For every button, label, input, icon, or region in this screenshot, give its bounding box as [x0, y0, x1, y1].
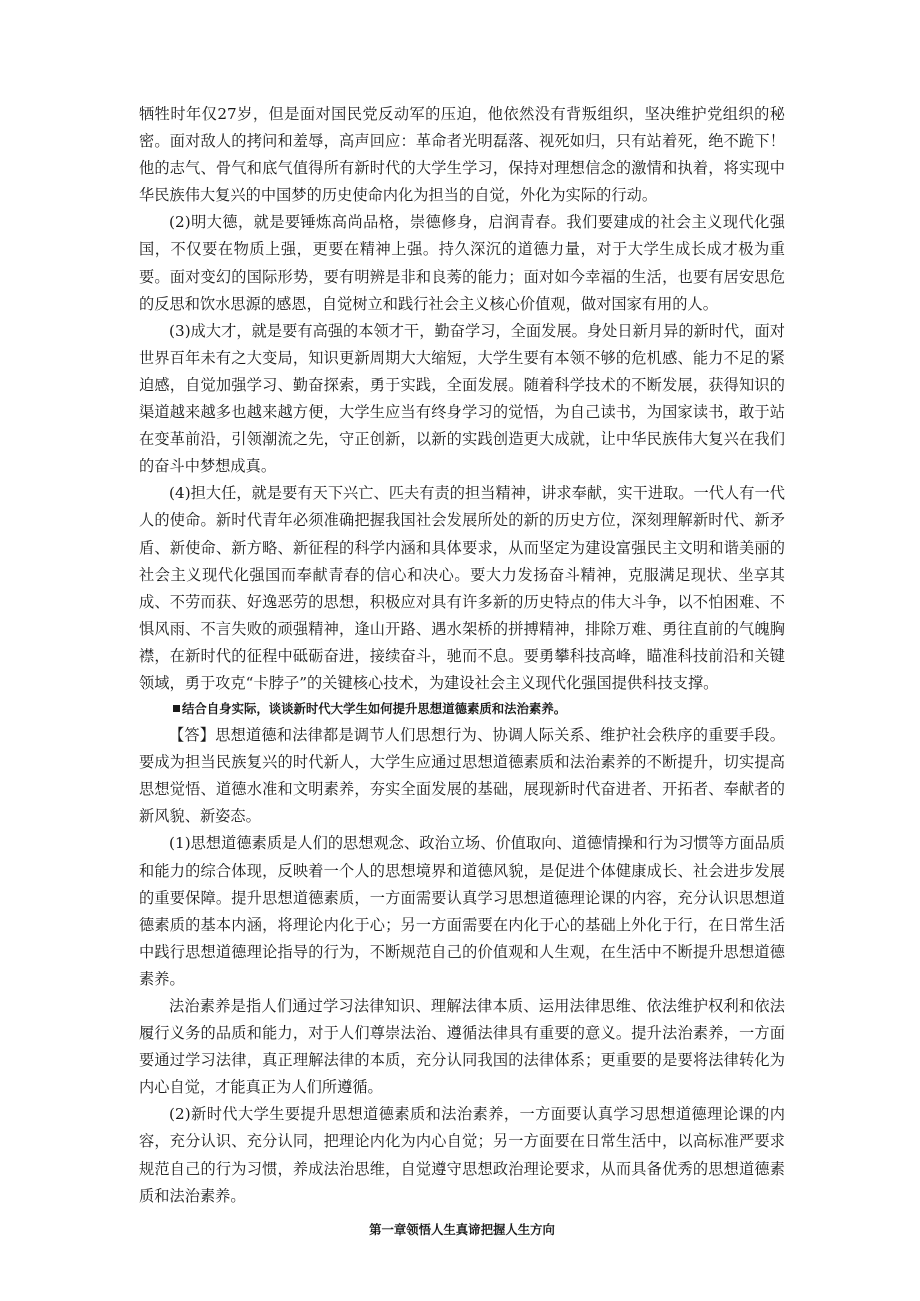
paragraph-ming-da-de: (2)明大德，就是要锤炼高尚品格，崇德修身，启润青春。我们要建成的社会主义现代化强国，不仅要在物质上强，更要在精神上强。持久深沉的道德力量，对于大学生成长成才极为重要。面对变幻的国际形势，要有明辨是非和良莠的能力；面对如今幸福的生活，也要有居安思危的反思和饮水思源的感恩，自觉树立和践行社会主义核心价值观，做对国家有用的人。: [139, 213, 785, 313]
paragraph-cheng-da-cai: (3)成大才，就是要有高强的本领才干，勤奋学习，全面发展。身处日新月异的新时代，面对世界百年未有之大变局，知识更新周期大大缩短，大学生要有本领不够的危机感、能力不足的紧迫感，自觉加强学习、勤奋探索，勇于实践，全面发展。随着科学技术的不断发展，获得知识的渠道越来越多也越来越方便，大学生应当有终身学习的觉悟，为自己读书，为国家读书，敢于站在变革前沿，引领潮流之先，守正创新，以新的实践创造更大成就，让中华民族伟大复兴在我们的奋斗中梦想成真。: [139, 321, 785, 476]
paragraph-dan-da-ren: (4)担大任，就是要有天下兴亡、匹夫有责的担当精神，讲求奉献，实干进取。一代人有一代人的使命。新时代青年必须准确把握我国社会发展所处的新的历史方位，深刻理解新时代、新矛盾、新使命、新方略、新征程的科学内涵和具体要求，从而坚定为建设富强民主文明和谐美丽的社会主义现代化强国而奉献青春的信心和决心。要大力发扬奋斗精神，克服满足现状、坐享其成、不劳而获、好逸恶劳的思想，积极应对具有许多新的历史特点的伟大斗争，以不怕困难、不惧风雨、不言失败的顽强精神，逢山开路、遇水架桥的拼搏精神，排除万难、勇往直前的气魄胸襟，在新时代的征程中砥砺奋进，接续奋斗，驰而不息。要勇攀科技高峰，瞄准科技前沿和关键领域，勇于攻克“卡脖子”的关键核心技术，为建设社会主义现代化强国提供科技支撑。: [139, 484, 785, 692]
answer-intro: [139, 722, 785, 830]
question-text: 结合自身实际，谈谈新时代大学生如何提升思想道德素质和法治素养。: [182, 701, 567, 717]
answer-paragraph-how-to-improve: (2)新时代大学生要提升思想道德素质和法治素养，一方面要认真学习思想道德理论课的内容，充分认识、充分认同，把理论内化为内心自觉；另一方面要在日常生活中，以高标准严要求规范自己的行为习惯，养成法治思维，自觉遵守思想政治理论要求，从而具备优秀的思想道德素质和法治素养。: [139, 1105, 785, 1205]
question-heading: [139, 699, 785, 719]
chapter-title: 第一章领悟人生真谛把握人生方向: [369, 1221, 555, 1237]
document-page: [139, 101, 785, 1240]
answer-intro-text: 思想道德和法律都是调节人们思想行为、协调人际关系、维护社会秩序的重要手段。要成为担当民族复兴的时代新人，大学生应通过思想道德素质和法治素养的不断提升，切实提高思想觉悟、道德水准和文明素养，夯实全面发展的基础，展现新时代奋进者、开拓者、奉献者的新风貌、新姿态。: [139, 726, 785, 826]
paragraph-continuation: 牺牲时年仅27岁，但是面对国民党反动军的压迫，他依然没有背叛组织，坚决维护党组织的秘密。面对敌人的拷问和羞辱，高声回应：革命者光明磊落、视死如归，只有站着死，绝不跪下！他的志气、骨气和底气值得所有新时代的大学生学习，保持对理想信念的激情和执着，将实现中华民族伟大复兴的中国梦的历史使命内化为担当的自觉，外化为实际的行动。: [139, 105, 785, 205]
answer-paragraph-moral-quality: (1)思想道德素质是人们的思想观念、政治立场、价值取向、道德情操和行为习惯等方面品质和能力的综合体现，反映着一个人的思想境界和道德风貌，是促进个体健康成长、社会进步发展的重要保障。提升思想道德素质，一方面需要认真学习思想道德理论课的内容，充分认识思想道德素质的基本内涵，将理论内化于心；另一方面需要在内化于心的基础上外化于行，在日常生活中践行思想道德理论指导的行为，不断规范自己的价值观和人生观，在生活中不断提升思想道德素养。: [139, 834, 785, 988]
square-bullet-icon: [173, 705, 180, 712]
answer-label: 【答】: [169, 726, 216, 745]
answer-paragraph-legal-literacy: 法治素养是指人们通过学习法律知识、理解法律本质、运用法律思维、依法维护权利和依法履行义务的品质和能力，对于人们尊崇法治、遵循法律具有重要的意义。提升法治素养，一方面要通过学习法律，真正理解法律的本质，充分认同我国的法律体系；更重要的是要将法律转化为内心自觉，才能真正为人们所遵循。: [139, 997, 785, 1097]
